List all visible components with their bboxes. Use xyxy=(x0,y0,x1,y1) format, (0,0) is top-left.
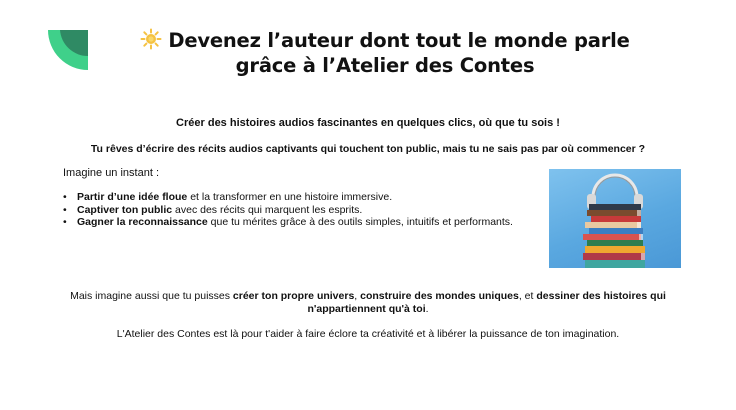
text-run: , et xyxy=(518,290,537,302)
books-headphones-image xyxy=(549,169,681,268)
title-line-1: Devenez l’auteur dont tout le monde parle xyxy=(168,29,630,52)
benefits-list xyxy=(63,191,543,229)
page-title xyxy=(120,28,650,78)
text-bold: construire des mondes uniques xyxy=(360,290,519,302)
text-run: . xyxy=(425,303,429,315)
brand-logo xyxy=(48,30,88,70)
title-line-2: grâce à l’Atelier des Contes xyxy=(235,54,535,77)
intro-text: Imagine un instant : xyxy=(63,167,160,179)
list-item-bold: Partir d’une idée floue xyxy=(77,191,188,203)
text-bold: créer ton propre univers xyxy=(232,290,355,302)
text-run: , xyxy=(354,290,361,302)
text-run: Mais imagine aussi que tu puisses xyxy=(70,290,233,302)
question-text: Tu rêves d’écrire des récits audios captivants qui touchent ton public, mais tu ne sais pas par où commencer ? xyxy=(90,143,646,155)
paragraph-univers xyxy=(68,290,668,316)
list-item xyxy=(63,204,543,217)
list-item-bold: Gagner la reconnaissance xyxy=(77,216,208,228)
list-item xyxy=(63,216,543,229)
list-item-bold: Captiver ton public xyxy=(77,203,173,216)
list-item-text: et la transformer en une histoire immersive. xyxy=(187,191,393,203)
text-bold: dessiner des histoires qui n'appartiennent qu'à toi xyxy=(307,290,666,315)
paragraph-atelier: L'Atelier des Contes est là pour t'aider à faire éclore ta créativité et à libérer la puissance de ton imagination. xyxy=(116,328,620,340)
tagline: Créer des histoires audios fascinantes en quelques clics, où que tu sois ! xyxy=(176,117,560,129)
list-item xyxy=(63,191,543,204)
sun-icon xyxy=(140,28,162,50)
list-item-text: que tu mérites grâce à des outils simples, intuitifs et performants. xyxy=(207,216,513,228)
list-item-text: avec des récits qui marquent les esprits. xyxy=(172,203,363,216)
